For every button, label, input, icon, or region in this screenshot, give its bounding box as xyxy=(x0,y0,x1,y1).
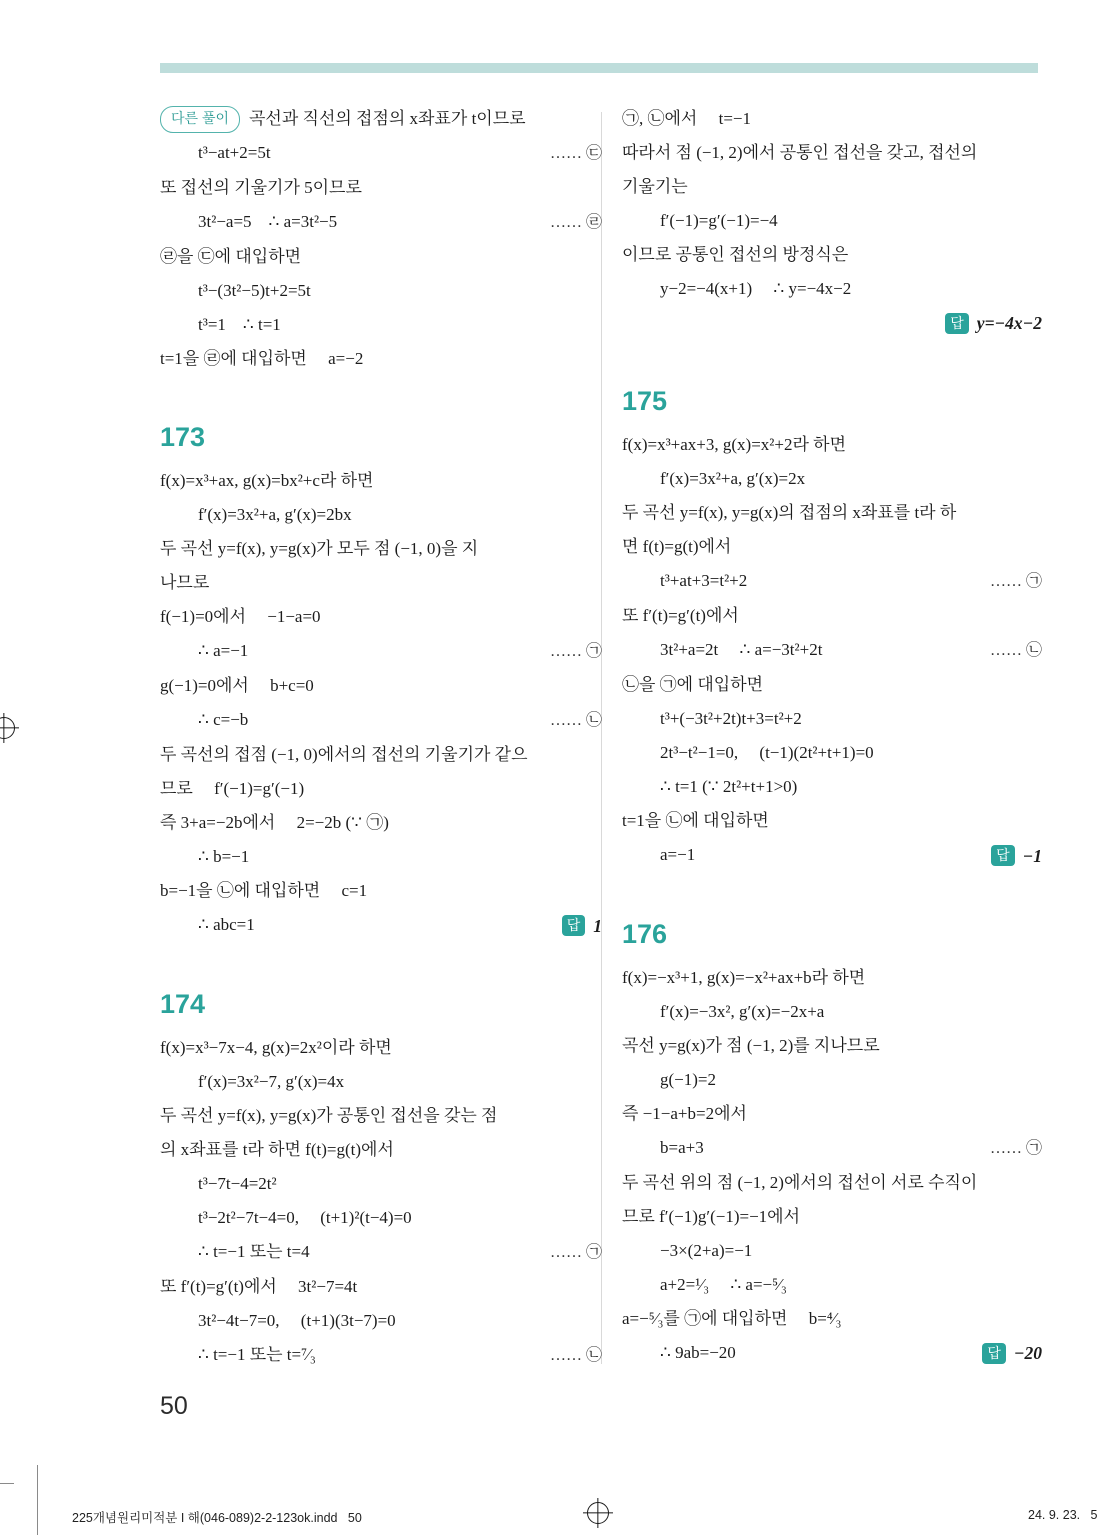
solution-line xyxy=(160,102,602,136)
solution-line xyxy=(622,1029,1042,1063)
reference-marker: …… ㉠ xyxy=(989,1139,1042,1157)
line-text: 3t²−a=5 ∴ a=3t²−5 xyxy=(198,212,338,231)
line-text: ∴ c=−b xyxy=(198,710,249,729)
footer-date: 24. 9. 23. 5 xyxy=(1028,1508,1098,1522)
line-text: g(−1)=0에서 b+c=0 xyxy=(160,676,314,695)
solution-line xyxy=(622,428,1042,462)
answer xyxy=(935,306,1042,340)
line-text: 므로 f′(−1)=g′(−1) xyxy=(160,779,305,798)
solution-line xyxy=(160,566,602,600)
line-text: 즉 3+a=−2b에서 2=−2b (∵ ㉠) xyxy=(160,813,389,832)
solution-line xyxy=(622,599,1042,633)
line-text: b=−1을 ㉡에 대입하면 c=1 xyxy=(160,881,368,900)
solution-line xyxy=(622,633,1042,668)
solution-line xyxy=(160,308,602,342)
solution-line xyxy=(160,240,602,274)
line-text: 곡선 y=g(x)가 점 (−1, 2)를 지나므로 xyxy=(622,1035,880,1055)
reference-marker: …… ㉠ xyxy=(549,1243,602,1261)
solution-line xyxy=(622,804,1042,838)
line-text: t=1을 ㉣에 대입하면 a=−2 xyxy=(160,349,364,368)
line-text: t³=1 ∴ t=1 xyxy=(198,315,281,334)
line-text: 또 f′(t)=g′(t)에서 3t²−7=4t xyxy=(160,1276,358,1296)
line-text: 3t²+a=2t ∴ a=−3t²+2t xyxy=(660,640,823,659)
line-text: t=1을 ㉡에 대입하면 xyxy=(622,811,769,830)
reference-marker: …… ㉠ xyxy=(989,573,1042,590)
solution-section xyxy=(622,919,1042,1371)
line-text: t³−at+2=5t xyxy=(198,143,271,162)
line-text: f′(x)=3x²+a, g′(x)=2x xyxy=(660,469,806,488)
solution-section xyxy=(622,386,1042,873)
solution-line xyxy=(622,1166,1042,1200)
solution-line xyxy=(622,1200,1042,1234)
solution-line xyxy=(622,204,1042,238)
solution-line xyxy=(622,1268,1042,1302)
solution-line xyxy=(160,532,602,566)
line-text: f(x)=x³+ax, g(x)=bx²+c라 하면 xyxy=(160,471,374,490)
line-text: 이므로 공통인 접선의 방정식은 xyxy=(622,245,849,264)
solution-line xyxy=(160,703,602,738)
registration-mark-left xyxy=(0,717,15,739)
line-text: f′(x)=3x²−7, g′(x)=4x xyxy=(198,1071,345,1091)
crop-mark-vertical xyxy=(37,1465,38,1535)
line-text: f′(x)=−3x², g′(x)=−2x+a xyxy=(660,1001,825,1021)
solution-line xyxy=(622,238,1042,272)
line-text: t³+(−3t²+2t)t+3=t²+2 xyxy=(660,709,802,728)
answer xyxy=(972,1336,1042,1370)
registration-mark-bottom xyxy=(587,1502,609,1524)
line-text: b=a+3 xyxy=(660,1137,704,1157)
line-text: g(−1)=2 xyxy=(660,1069,716,1089)
solution-line xyxy=(622,1097,1042,1131)
line-text: a+2=¹⁄₃ ∴ a=−⁵⁄₃ xyxy=(660,1274,787,1294)
solution-line xyxy=(160,1201,602,1235)
solution-line xyxy=(622,702,1042,736)
line-text: ∴ t=1 (∵ 2t²+t+1>0) xyxy=(660,777,798,796)
line-text: t³+at+3=t²+2 xyxy=(660,571,748,590)
solution-line xyxy=(160,136,602,171)
alt-solution-badge: 다른 풀이 xyxy=(160,106,240,133)
solution-section xyxy=(622,102,1042,340)
solution-line xyxy=(160,464,602,498)
solution-line xyxy=(160,1133,602,1167)
solution-line xyxy=(160,669,602,703)
line-text: 또 f′(t)=g′(t)에서 xyxy=(622,606,739,625)
solution-line xyxy=(622,838,1042,873)
solution-line xyxy=(160,1338,602,1373)
solution-line xyxy=(622,530,1042,564)
solution-line xyxy=(160,274,602,308)
solution-line xyxy=(160,1235,602,1270)
line-text: 기울기는 xyxy=(622,177,688,196)
line-text: 두 곡선 y=f(x), y=g(x)가 공통인 접선을 갖는 점 xyxy=(160,1105,498,1125)
solution-line xyxy=(622,496,1042,530)
solution-line xyxy=(622,170,1042,204)
line-text: ∴ t=−1 또는 t=⁷⁄₃ xyxy=(198,1344,316,1364)
line-text: ∴ b=−1 xyxy=(198,847,250,866)
solution-line xyxy=(160,498,602,532)
solution-line xyxy=(622,736,1042,770)
solution-section xyxy=(160,102,602,376)
problem-number-heading: 173 xyxy=(160,422,206,452)
solution-line xyxy=(622,102,1042,136)
reference-marker: …… ㉣ xyxy=(549,214,602,231)
solution-line xyxy=(622,1302,1042,1336)
solution-line xyxy=(160,1304,602,1338)
solution-line xyxy=(622,1131,1042,1166)
answer-value: y=−4x−2 xyxy=(976,313,1042,333)
page-number: 50 xyxy=(160,1392,188,1420)
solution-line xyxy=(160,738,602,772)
solution-section xyxy=(160,422,602,943)
crop-mark-horizontal xyxy=(0,1483,14,1484)
line-text: ㉡을 ㉠에 대입하면 xyxy=(622,675,764,694)
solution-line xyxy=(160,634,602,669)
reference-marker: …… ㉡ xyxy=(549,1346,602,1364)
solution-line xyxy=(160,908,602,943)
solution-line xyxy=(622,462,1042,496)
solution-section xyxy=(160,989,602,1373)
line-text: ∴ abc=1 xyxy=(198,915,255,934)
answer-badge: 답 xyxy=(991,845,1015,866)
solution-line xyxy=(160,806,602,840)
solution-line xyxy=(160,1099,602,1133)
solution-line xyxy=(622,961,1042,995)
solution-line xyxy=(622,306,1042,340)
reference-marker: …… ㉢ xyxy=(549,145,602,162)
reference-marker: …… ㉡ xyxy=(989,642,1042,659)
line-text: t³−2t²−7t−4=0, (t+1)²(t−4)=0 xyxy=(198,1207,412,1227)
line-text: 즉 −1−a+b=2에서 xyxy=(622,1103,747,1123)
answer-badge: 답 xyxy=(945,313,969,334)
reference-marker: …… ㉠ xyxy=(549,643,602,660)
solution-line xyxy=(622,564,1042,599)
line-text: ㉠, ㉡에서 t=−1 xyxy=(622,109,751,128)
solution-line xyxy=(160,1065,602,1099)
problem-number-heading: 174 xyxy=(160,988,206,1019)
solution-line xyxy=(622,136,1042,170)
header-rule xyxy=(160,63,1038,73)
line-text: t³−(3t²−5)t+2=5t xyxy=(198,281,311,300)
solution-line xyxy=(160,1270,602,1304)
solution-line xyxy=(622,272,1042,306)
line-text: f′(x)=3x²+a, g′(x)=2bx xyxy=(198,505,352,524)
solution-line xyxy=(160,1031,602,1065)
line-text: ∴ 9ab=−20 xyxy=(660,1342,736,1362)
line-text: 따라서 점 (−1, 2)에서 공통인 접선을 갖고, 접선의 xyxy=(622,143,978,162)
line-text: f(−1)=0에서 −1−a=0 xyxy=(160,607,321,626)
line-text: t³−7t−4=2t² xyxy=(198,1173,277,1193)
footer-filename: 225개념원리미적분 I 해(046-089)2-2-123ok.indd 50 xyxy=(72,1511,362,1525)
line-text: 나므로 xyxy=(160,573,210,592)
answer-badge: 답 xyxy=(562,915,586,936)
solution-line xyxy=(160,772,602,806)
solution-line xyxy=(160,874,602,908)
line-text: 두 곡선 y=f(x), y=g(x)가 모두 점 (−1, 0)을 지 xyxy=(160,539,479,558)
solution-line xyxy=(160,1167,602,1201)
line-text: 두 곡선 y=f(x), y=g(x)의 접점의 x좌표를 t라 하 xyxy=(622,503,957,522)
answer xyxy=(552,909,602,943)
answer-value: −20 xyxy=(1013,1343,1042,1363)
line-text: 면 f(t)=g(t)에서 xyxy=(622,537,732,556)
line-text: f′(−1)=g′(−1)=−4 xyxy=(660,211,778,230)
solution-line xyxy=(622,770,1042,804)
problem-number-heading: 175 xyxy=(622,386,668,416)
line-text: 곡선과 직선의 접점의 x좌표가 t이므로 xyxy=(249,109,526,128)
line-text: 또 접선의 기울기가 5이므로 xyxy=(160,178,362,197)
line-text: f(x)=x³+ax+3, g(x)=x²+2라 하면 xyxy=(622,435,846,454)
line-text: 므로 f′(−1)g′(−1)=−1에서 xyxy=(622,1206,801,1226)
line-text: 두 곡선 위의 점 (−1, 2)에서의 접선이 서로 수직이 xyxy=(622,1172,978,1192)
answer-value: 1 xyxy=(593,915,602,936)
solution-line xyxy=(160,171,602,205)
column-right xyxy=(622,102,1042,1370)
solution-line xyxy=(622,1234,1042,1268)
line-text: a=−⁵⁄₃를 ㉠에 대입하면 b=⁴⁄₃ xyxy=(622,1308,842,1328)
line-text: f(x)=x³−7x−4, g(x)=2x²이라 하면 xyxy=(160,1037,392,1057)
line-text: 두 곡선의 접점 (−1, 0)에서의 접선의 기울기가 같으 xyxy=(160,745,528,764)
line-text: f(x)=−x³+1, g(x)=−x²+ax+b라 하면 xyxy=(622,967,866,987)
solution-line xyxy=(622,668,1042,702)
line-text: 3t²−4t−7=0, (t+1)(3t−7)=0 xyxy=(198,1310,396,1330)
reference-marker: …… ㉡ xyxy=(549,712,602,729)
solution-line xyxy=(160,205,602,240)
line-text: ㉣을 ㉢에 대입하면 xyxy=(160,247,302,266)
problem-number-heading: 176 xyxy=(622,918,668,949)
answer-badge: 답 xyxy=(982,1343,1006,1364)
solution-line xyxy=(160,600,602,634)
solution-line xyxy=(622,1336,1042,1371)
line-text: 2t³−t²−1=0, (t−1)(2t²+t+1)=0 xyxy=(660,743,874,762)
line-text: ∴ t=−1 또는 t=4 xyxy=(198,1241,310,1261)
solution-line xyxy=(622,995,1042,1029)
column-left xyxy=(160,102,602,1373)
line-text: −3×(2+a)=−1 xyxy=(660,1240,753,1260)
answer xyxy=(981,839,1042,873)
solution-line xyxy=(160,342,602,376)
line-text: ∴ a=−1 xyxy=(198,641,249,660)
line-text: y−2=−4(x+1) ∴ y=−4x−2 xyxy=(660,279,852,298)
solution-line xyxy=(622,1063,1042,1097)
answer-value: −1 xyxy=(1022,845,1042,866)
line-text: 의 x좌표를 t라 하면 f(t)=g(t)에서 xyxy=(160,1139,394,1159)
solution-line xyxy=(160,840,602,874)
line-text: a=−1 xyxy=(660,845,696,864)
